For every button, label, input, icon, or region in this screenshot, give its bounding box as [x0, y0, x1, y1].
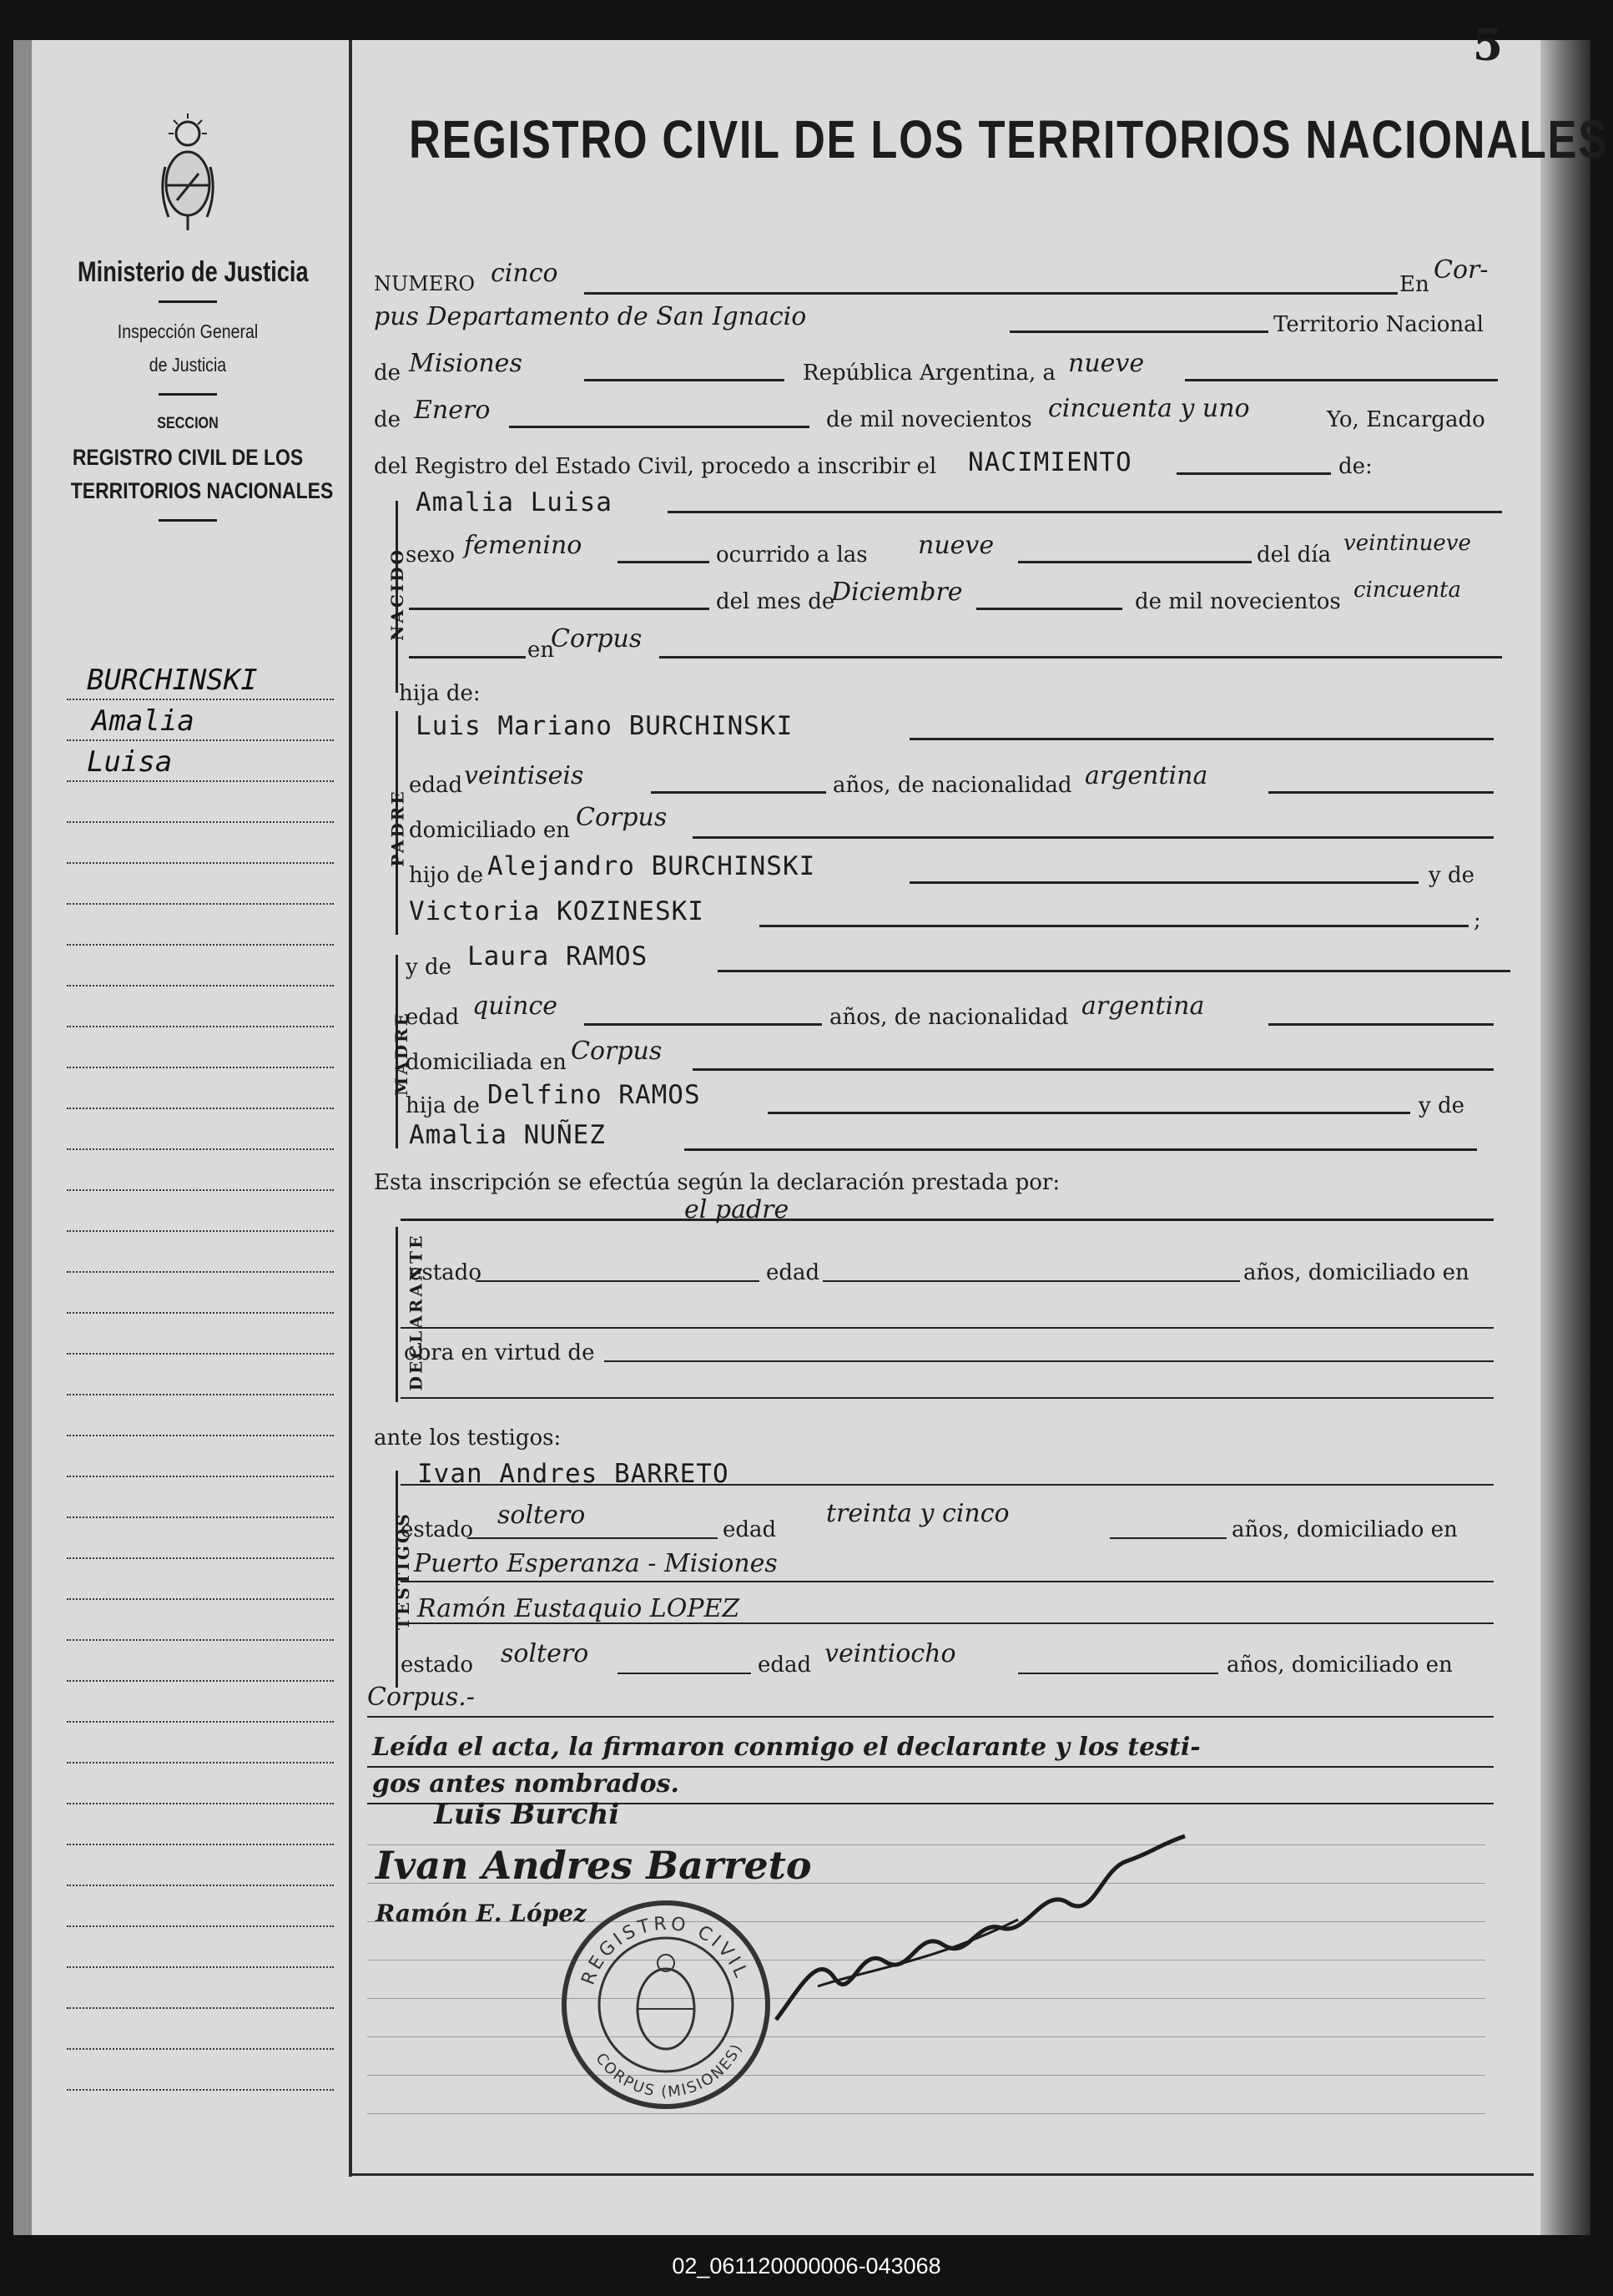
padre-name-row: [0, 711, 1613, 758]
stamp-top-text: REGISTRO CIVIL: [577, 1913, 753, 1988]
registro-label: del Registro del Estado Civil, procedo a inscribir el: [374, 454, 937, 479]
madre-yde2-label: y de: [1419, 1093, 1464, 1118]
en-pre-line: [409, 656, 526, 659]
sidebar-line: [67, 1886, 334, 1927]
madre-madre-value: Amalia NUÑEZ: [409, 1120, 606, 1150]
madre-name-row: [0, 941, 1613, 988]
padre-nac-line: [1268, 791, 1494, 794]
hora-label: ocurrido a las: [716, 542, 868, 568]
testigo1-estado-label: estado: [401, 1517, 473, 1542]
inspection-line-2: de Justicia: [149, 354, 227, 376]
sidebar-line: [67, 2050, 334, 2091]
declarante-edad-line: [823, 1280, 1240, 1282]
madre-nac-value: argentina: [1081, 992, 1205, 1021]
de-label: de: [374, 361, 401, 386]
testigo2-estado-row: [0, 1639, 1613, 1688]
page-number: 5: [1472, 20, 1503, 71]
sexo-label: sexo: [406, 542, 456, 568]
declaracion-text: Esta inscripción se efectúa según la declaración prestada por:: [374, 1170, 1061, 1195]
place-line: [1010, 331, 1268, 333]
mes-value: Diciembre: [831, 578, 963, 607]
en-line: [659, 656, 1502, 659]
declaracion-value: el padre: [684, 1195, 789, 1224]
mes-row: [0, 578, 1613, 624]
madre-dom-value: Corpus: [571, 1037, 663, 1066]
sidebar-line: [67, 1845, 334, 1886]
sidebar-line: [67, 2009, 334, 2050]
mes-pre-line: [409, 608, 709, 610]
act-line: [1177, 472, 1331, 475]
madre-edad-row: [0, 992, 1613, 1038]
declarante-blank-line: [401, 1397, 1494, 1399]
section-line-2: TERRITORIOS NACIONALES: [70, 478, 334, 503]
declarante-obra-line: [604, 1360, 1494, 1362]
padre-edad-line: [651, 791, 826, 794]
nacido-en-value: Corpus: [551, 624, 643, 653]
numero-line: [584, 292, 1398, 295]
page-title: REGISTRO CIVIL DE LOS TERRITORIOS NACIONALES: [409, 109, 1609, 169]
testigo2-estado-label: estado: [401, 1653, 473, 1678]
testigo2-name: Ramón Eustaquio LOPEZ: [417, 1594, 740, 1623]
official-signature-scrawl: [768, 1819, 1218, 2045]
testigo2-edad-line: [1018, 1673, 1218, 1674]
testigo1-estado-value: soltero: [497, 1501, 586, 1530]
year-label: de mil novecientos: [826, 407, 1032, 432]
bottom-rule: [349, 2173, 1534, 2176]
month-line: [509, 426, 809, 428]
madre-hija-label: hija de: [406, 1093, 480, 1118]
testigo2-dom-value: Corpus.-: [367, 1683, 475, 1712]
anio-value: cincuenta: [1353, 578, 1462, 603]
padre-madre-row: [0, 896, 1613, 941]
testigo1-estado-line: [467, 1537, 718, 1539]
testigo1-dom-line: [401, 1581, 1494, 1582]
numero-label: NUMERO: [374, 272, 476, 295]
month-value: Enero: [414, 396, 491, 425]
padre-nac-value: argentina: [1085, 761, 1208, 790]
declarante-obra-row: [0, 1334, 1613, 1375]
mes-line: [976, 608, 1122, 610]
padre-dom-row: [0, 803, 1613, 851]
sidebar-first-name: Amalia: [92, 704, 194, 738]
testigo2-edad-value: veintiocho: [824, 1639, 956, 1668]
section-line-1: REGISTRO CIVIL DE LOS: [72, 445, 304, 470]
madre-nac-label: años, de nacionalidad: [829, 1005, 1069, 1030]
sidebar-middle-name: Luisa: [87, 745, 173, 779]
declarante-edad-label: edad: [766, 1260, 820, 1285]
testigo2-estado-value: soltero: [501, 1639, 589, 1668]
padre-hijo-label: hijo de: [409, 863, 484, 888]
sidebar-line: [67, 1968, 334, 2009]
padre-dom-line: [693, 836, 1494, 839]
nacido-side-label: NACIDO: [386, 548, 407, 641]
padre-edad-value: veintiseis: [464, 761, 584, 790]
madre-yde-label: y de: [406, 955, 451, 980]
hija-label: hija de:: [399, 681, 481, 706]
hora-value: nueve: [918, 531, 995, 560]
madre-madre-row: [0, 1120, 1613, 1165]
dia-label: del día: [1257, 542, 1332, 568]
declarante-obra-label: obra en virtud de: [404, 1340, 595, 1365]
declarante-side-label: DECLARANTE: [406, 1233, 426, 1391]
nacido-name-line: [668, 511, 1502, 513]
madre-dom-label: domiciliada en: [406, 1050, 567, 1075]
date-row: [0, 394, 1613, 442]
closing-line-2: gos antes nombrados.: [372, 1769, 679, 1799]
padre-hijo-value: Alejandro BURCHINSKI: [487, 851, 816, 881]
padre-hijo-row: [0, 851, 1613, 896]
declarante-anos-label: años, domiciliado en: [1243, 1260, 1469, 1285]
closing-line-1: Leída el acta, la firmaron conmigo el declarante y los testi-: [372, 1733, 1201, 1762]
nacido-en-label: en: [527, 638, 555, 663]
declaracion-line: [401, 1219, 1494, 1221]
declarante-estado-label: estado: [409, 1260, 481, 1285]
madre-nac-line: [1268, 1023, 1494, 1026]
act-row: [0, 447, 1613, 489]
sidebar-surname: BURCHINSKI: [87, 664, 258, 697]
place-value: pus Departamento de San Ignacio: [374, 302, 807, 331]
madre-hija-row: [0, 1080, 1613, 1127]
padre-madre-value: Victoria KOZINESKI: [409, 896, 704, 926]
madre-edad-line: [584, 1023, 822, 1026]
en-row: [0, 624, 1613, 669]
sexo-value: femenino: [464, 531, 582, 560]
numero-value: cinco: [491, 259, 558, 288]
territorio-label: Territorio Nacional: [1273, 312, 1484, 337]
signature-testigo-2: Ramón E. López: [376, 1900, 587, 1927]
ruled-line: [367, 2075, 1485, 2076]
image-id-footer: 02_061120000006-043068: [672, 2253, 941, 2278]
testigo1-name-row: [0, 1459, 1613, 1501]
yo-label: Yo, Encargado: [1327, 407, 1485, 432]
madre-name: Laura RAMOS: [467, 941, 648, 971]
republica-label: República Argentina, a: [803, 361, 1056, 386]
testigos-intro-row: [0, 1422, 1613, 1464]
testigo1-name: Ivan Andres BARRETO: [417, 1459, 729, 1489]
territory-row: [0, 349, 1613, 396]
padre-dom-label: domiciliado en: [409, 818, 570, 843]
day-line: [1185, 379, 1498, 381]
coat-of-arms-icon: [159, 108, 217, 234]
closing-row-1: [0, 1733, 1613, 1774]
nacido-name-row: [0, 487, 1613, 529]
declarante-blank-line: [401, 1327, 1494, 1329]
testigo1-edad-label: edad: [723, 1517, 777, 1542]
dia-value: veintinueve: [1343, 531, 1471, 556]
testigo1-edad-value: treinta y cinco: [826, 1499, 1010, 1528]
territory-line: [584, 379, 784, 381]
ruled-line: [367, 2113, 1485, 2114]
madre-side-label: MADRE: [391, 1011, 411, 1096]
testigo1-name-line: [401, 1484, 1494, 1486]
de2-label: de: [374, 407, 401, 432]
registry-stamp: [557, 1896, 774, 2113]
padre-semicolon: ;: [1474, 908, 1481, 933]
padre-nac-label: años, de nacionalidad: [833, 773, 1072, 798]
testigo2-name-line: [401, 1622, 1494, 1624]
madre-edad-value: quince: [472, 992, 557, 1021]
testigo1-dom-row: [0, 1549, 1613, 1597]
testigos-side-label: TESTIGOS: [392, 1511, 413, 1630]
year-value: cincuenta y uno: [1048, 394, 1250, 423]
padre-edad-label: edad: [409, 773, 463, 798]
testigo2-dom-row: [0, 1683, 1613, 1733]
padre-yde-label: y de: [1429, 863, 1474, 888]
padre-dom-value: Corpus: [576, 803, 668, 832]
declarante-estado-row: [0, 1254, 1613, 1295]
closing-line: [367, 1766, 1494, 1768]
day-value: nueve: [1068, 349, 1145, 378]
testigo2-dom-line: [367, 1716, 1494, 1718]
sexo-row: [0, 531, 1613, 578]
hora-line: [1018, 561, 1252, 563]
madre-madre-line: [684, 1148, 1477, 1151]
testigo2-anos-label: años, domiciliado en: [1227, 1653, 1453, 1678]
act-value: NACIMIENTO: [968, 447, 1132, 477]
madre-hija-line: [768, 1112, 1410, 1114]
testigo2-edad-label: edad: [758, 1653, 812, 1678]
testigo2-estado-line: [617, 1673, 751, 1674]
numero-row: [0, 255, 1613, 302]
sidebar-line: [67, 1927, 334, 1968]
testigo2-name-row: [0, 1594, 1613, 1639]
testigo1-estado-row: [0, 1499, 1613, 1552]
declaracion-value-row: [0, 1195, 1613, 1237]
padre-name: Luis Mariano BURCHINSKI: [416, 711, 794, 741]
nacido-name: Amalia Luisa: [416, 487, 612, 517]
testigo1-anos-label: años, domiciliado en: [1232, 1517, 1458, 1542]
signature-testigo-1: Ivan Andres Barreto: [376, 1843, 812, 1888]
padre-side-label: PADRE: [387, 789, 408, 867]
section-label: SECCION: [157, 415, 219, 432]
de3-label: de:: [1338, 454, 1373, 479]
signature-declarante: Luis Burchi: [434, 1798, 620, 1831]
inspection-line-1: Inspección General: [117, 320, 259, 342]
stamp-bottom-text: CORPUS (MISIONES): [592, 2040, 747, 2102]
madre-dom-line: [693, 1068, 1494, 1071]
padre-madre-line: [759, 925, 1469, 927]
sexo-line: [617, 561, 709, 563]
madre-edad-label: edad: [406, 1005, 460, 1030]
en-value: Cor-: [1434, 255, 1489, 285]
hija-row: [0, 673, 1613, 714]
padre-name-line: [910, 738, 1494, 740]
place-row: [0, 302, 1613, 347]
testigo1-dom-value: Puerto Esperanza - Misiones: [414, 1549, 778, 1578]
en-label: En: [1399, 272, 1429, 297]
mes-label: del mes de: [716, 589, 835, 614]
padre-hijo-line: [910, 881, 1419, 884]
testigo1-edad-line: [1110, 1537, 1227, 1539]
declarante-estado-line: [476, 1280, 759, 1282]
madre-name-line: [718, 970, 1510, 972]
closing-row-2: [0, 1769, 1613, 1811]
madre-hija-value: Delfino RAMOS: [487, 1080, 701, 1110]
anio-label: de mil novecientos: [1135, 589, 1341, 614]
territory-value: Misiones: [409, 349, 522, 378]
testigos-intro: ante los testigos:: [374, 1426, 562, 1451]
ministry-title: Ministerio de Justicia: [78, 256, 309, 288]
